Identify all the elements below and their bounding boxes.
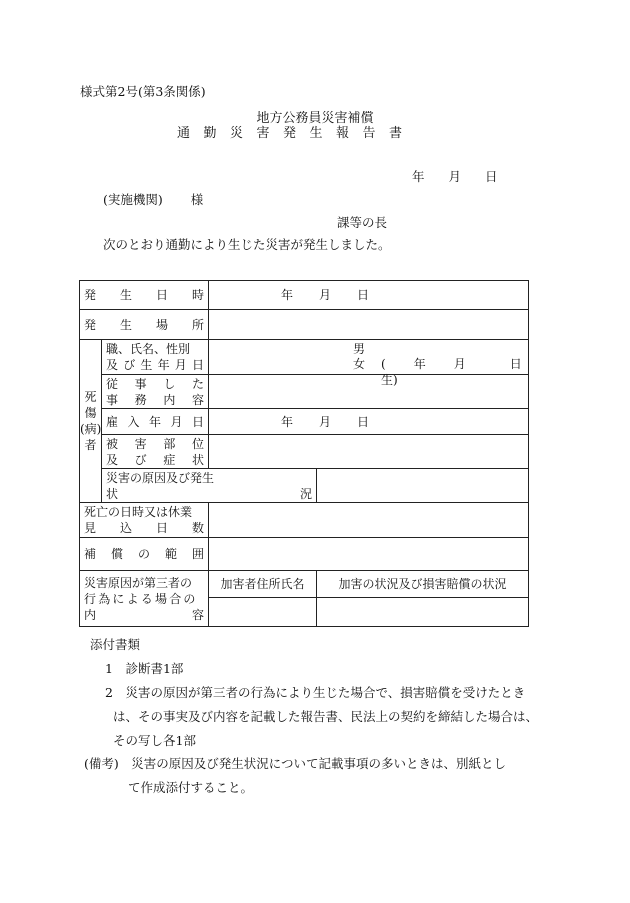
title-line2: 通勤災害発生報告書 xyxy=(177,126,416,141)
value-assailant[interactable] xyxy=(209,598,317,627)
value-cause[interactable] xyxy=(317,469,529,503)
vertical-char: 傷 xyxy=(84,406,97,420)
label-char: 償 xyxy=(110,547,123,561)
honorific: 様 xyxy=(190,192,204,207)
label-char: 所 xyxy=(191,317,204,332)
cause-line1: 災害の原因及び発生 xyxy=(106,470,215,485)
row-hire-date xyxy=(80,409,529,435)
row-occurrence-place xyxy=(80,310,529,340)
date-day: 日 xyxy=(485,169,498,184)
label-char: 発 xyxy=(84,317,97,332)
third-line2: 行為による場合の xyxy=(84,591,198,606)
label-char: 従 xyxy=(106,376,119,391)
row-scope xyxy=(80,538,529,571)
report-table xyxy=(79,280,529,627)
label-char: 発 xyxy=(84,288,97,302)
value-occurrence-place[interactable] xyxy=(209,310,529,340)
addressee xyxy=(103,190,203,208)
label-char: 部 xyxy=(163,436,176,451)
form-number: 様式第2号(第3条関係) xyxy=(80,84,206,99)
value-occurrence-datetime[interactable] xyxy=(209,281,529,310)
label-char: 症 xyxy=(163,452,176,467)
label-job-name xyxy=(102,340,209,375)
year-label: 年 xyxy=(281,414,294,429)
label-char: 及 xyxy=(106,452,119,467)
label-char: 範 xyxy=(164,547,177,561)
label-char: 数 xyxy=(191,521,204,535)
remarks-line1: (備考) 災害の原因及び発生状況について記載事項の多いときは、別紙とし xyxy=(84,756,507,771)
label-char: 時 xyxy=(191,288,204,302)
label-char: 容 xyxy=(191,607,204,622)
label-char: 事 xyxy=(106,392,119,407)
damage-header: 加害の状況及び損害賠償の状況 xyxy=(317,571,529,598)
row-occurrence-datetime xyxy=(80,281,529,310)
label-occurrence-place xyxy=(80,310,209,340)
label-duty xyxy=(102,375,209,409)
label-occurrence-datetime xyxy=(80,281,209,310)
label-char: 込 xyxy=(119,521,132,535)
label-char: 日 xyxy=(155,288,168,302)
assailant-header: 加害者住所氏名 xyxy=(209,571,317,598)
label-injury xyxy=(102,435,209,469)
label-char: の xyxy=(137,547,150,561)
job-name-line1: 職、氏名、性別 xyxy=(106,342,191,356)
label-char: 日 xyxy=(191,358,204,372)
label-char: 位 xyxy=(191,436,204,451)
label-char: し xyxy=(163,376,176,391)
intro-text: 次のとおり通勤により生じた災害が発生しました。 xyxy=(103,237,391,252)
attachment-item2-line3: その写し各1部 xyxy=(113,733,196,748)
label-char: 入 xyxy=(127,414,140,429)
month-label: 月 xyxy=(319,288,332,302)
label-char: 日 xyxy=(191,414,204,429)
label-char: 年 xyxy=(148,414,161,429)
label-char: 被 xyxy=(106,436,119,451)
label-death xyxy=(80,503,209,538)
label-char: 月 xyxy=(174,358,187,372)
attachment-item2-line2: は、その事実及び内容を記載した報告書、民法上の契約を締結した場合は、 xyxy=(113,709,539,724)
label-char: 場 xyxy=(155,317,168,332)
value-death[interactable] xyxy=(209,503,529,538)
attachment-item1: 1 診断書1部 xyxy=(105,661,184,676)
report-date xyxy=(412,167,498,185)
label-char: 況 xyxy=(299,486,312,501)
male-label: 男 xyxy=(353,342,366,356)
label-hire-date xyxy=(102,409,209,435)
vertical-char: 死 xyxy=(84,390,97,404)
label-char: 務 xyxy=(134,392,147,407)
day-label: 日 xyxy=(357,414,370,429)
day-label: 日 xyxy=(357,288,370,302)
value-job-name[interactable] xyxy=(209,340,529,387)
label-char: 内 xyxy=(163,392,176,407)
label-char: び xyxy=(123,358,136,372)
date-year: 年 xyxy=(412,169,425,184)
value-damage[interactable] xyxy=(317,598,529,627)
attachments-title: 添付書類 xyxy=(90,637,141,652)
label-char: 生 xyxy=(119,288,132,302)
label-char: 生 xyxy=(119,317,132,332)
label-char: 容 xyxy=(191,392,204,407)
vertical-char: (病) xyxy=(80,422,102,436)
row-death xyxy=(80,503,529,538)
label-char: 年 xyxy=(157,358,170,372)
label-cause xyxy=(102,469,317,503)
label-scope xyxy=(80,538,209,571)
row-job-name xyxy=(80,340,529,375)
birth-date-paren: ( 年 月 日生) xyxy=(381,357,522,387)
label-char: 事 xyxy=(134,376,147,391)
label-char: 補 xyxy=(84,547,97,561)
label-char: 囲 xyxy=(191,547,204,561)
year-label: 年 xyxy=(281,288,294,302)
row-injury xyxy=(80,435,529,469)
female-label: 女 xyxy=(353,357,366,371)
label-char: 生 xyxy=(140,358,153,372)
value-scope[interactable] xyxy=(209,538,529,571)
label-char: 内 xyxy=(84,607,97,622)
label-third-party xyxy=(80,571,209,627)
death-line1: 死亡の日時又は休業 xyxy=(84,505,193,519)
label-char: 月 xyxy=(170,414,183,429)
value-hire-date[interactable] xyxy=(209,409,529,435)
month-label: 月 xyxy=(319,414,332,429)
title-line1: 地方公務員災害補償 xyxy=(256,111,374,126)
value-injury[interactable] xyxy=(209,435,529,469)
victim-vertical-label xyxy=(80,340,102,503)
label-char: 状 xyxy=(191,452,204,467)
row-cause xyxy=(80,469,529,503)
label-char: 害 xyxy=(134,436,147,451)
label-char: 見 xyxy=(84,521,97,535)
date-month: 月 xyxy=(448,169,462,184)
label-char: 及 xyxy=(106,358,119,372)
label-char: び xyxy=(134,452,147,467)
vertical-char: 者 xyxy=(84,438,97,452)
label-char: 雇 xyxy=(106,414,119,429)
label-char: た xyxy=(191,376,204,391)
row-third-party-header xyxy=(80,571,529,598)
attachment-item2-line1: 2 災害の原因が第三者の行為により生じた場合で、損害賠償を受けたとき xyxy=(105,685,526,700)
sender: 課等の長 xyxy=(337,215,388,230)
agency-label: (実施機関) xyxy=(103,192,163,207)
remarks-line2: て作成添付すること。 xyxy=(128,780,254,795)
third-line1: 災害原因が第三者の xyxy=(84,575,193,590)
label-char: 日 xyxy=(155,521,168,535)
label-char: 状 xyxy=(106,486,119,501)
